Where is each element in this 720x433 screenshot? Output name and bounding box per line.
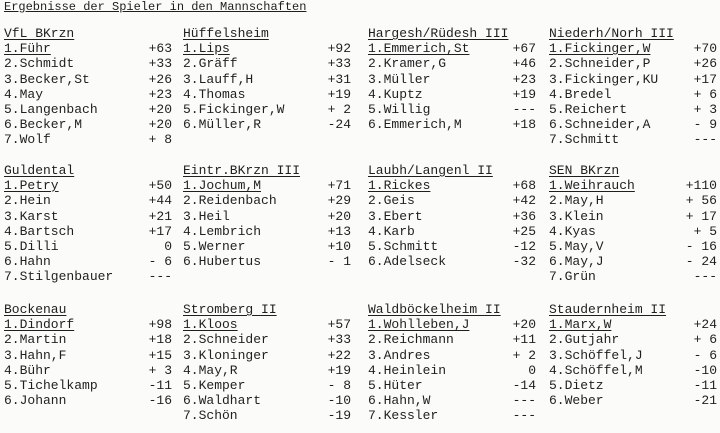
team-block	[549, 163, 720, 285]
player-name: 4.Bredel	[549, 86, 612, 102]
player-row	[368, 193, 546, 208]
player-row	[4, 102, 182, 117]
player-row	[4, 209, 182, 224]
player-row	[183, 87, 361, 102]
player-score: -10	[327, 393, 351, 409]
player-score: +33	[148, 56, 172, 72]
player-name: 2.Reidenbach	[183, 193, 277, 209]
player-score: -16	[148, 393, 172, 409]
player-score: - 1	[327, 254, 351, 270]
player-name: 2.Schneider,P	[549, 56, 651, 72]
player-name: 7.Grün	[549, 269, 596, 285]
player-score: +57	[327, 317, 351, 333]
player-name: 4.May	[4, 86, 44, 102]
player-row	[368, 332, 546, 347]
player-row	[549, 224, 720, 239]
player-name: 4.May,R	[183, 362, 238, 378]
player-score: +15	[148, 347, 172, 363]
player-row	[368, 378, 546, 393]
page-title: Ergebnisse der Spieler in den Mannschaften	[4, 0, 307, 14]
player-row	[183, 317, 361, 332]
player-row	[183, 193, 361, 208]
player-name: 7.Wolf	[4, 132, 51, 148]
player-row	[368, 254, 546, 269]
player-score: +26	[148, 71, 172, 87]
player-score: +18	[148, 332, 172, 348]
player-name: 5.Werner	[183, 238, 246, 254]
player-row	[4, 41, 182, 56]
player-score: - 8	[327, 377, 351, 393]
player-name: 7.Schön	[183, 408, 238, 424]
player-score: + 6	[693, 86, 717, 102]
player-name: 1.Kloos	[183, 317, 238, 333]
player-row	[549, 117, 720, 132]
player-score: 0	[164, 238, 172, 254]
player-row	[368, 102, 546, 117]
player-name: 6.Adelseck	[368, 254, 447, 270]
player-score: -24	[327, 117, 351, 133]
player-score: - 16	[685, 238, 717, 254]
team-block	[549, 26, 720, 148]
player-name: 6.Schneider,A	[549, 117, 651, 133]
player-row	[183, 348, 361, 363]
player-name: 3.Ebert	[368, 208, 423, 224]
player-name: 2.Geis	[368, 193, 415, 209]
team-name: Waldböckelheim II	[368, 302, 501, 317]
player-name: 2.Gräff	[183, 56, 238, 72]
player-row	[183, 332, 361, 347]
player-row	[4, 254, 182, 269]
player-row	[368, 56, 546, 71]
player-name: 5.Reichert	[549, 101, 628, 117]
team-block	[368, 163, 546, 269]
player-row	[183, 393, 361, 408]
player-score: +17	[148, 223, 172, 239]
player-score: +31	[327, 71, 351, 87]
player-score: +20	[327, 208, 351, 224]
player-name: 1.Marx,W	[549, 317, 612, 333]
player-score: ---	[148, 269, 172, 285]
player-name: 3.Fickinger,KU	[549, 71, 659, 87]
player-row	[4, 72, 182, 87]
player-row	[4, 393, 182, 408]
player-row	[4, 363, 182, 378]
player-score: -19	[327, 408, 351, 424]
player-name: 1.Jochum,M	[183, 178, 262, 194]
player-name: 7.Kessler	[368, 408, 439, 424]
team-name: Hüffelsheim	[183, 26, 269, 41]
team-block	[183, 163, 361, 269]
player-row	[549, 317, 720, 332]
player-name: 2.Schneider	[183, 332, 269, 348]
player-score: ---	[693, 132, 717, 148]
player-score: +50	[148, 178, 172, 194]
player-score: +20	[148, 117, 172, 133]
team-block	[549, 302, 720, 408]
player-row	[4, 224, 182, 239]
player-name: 1.Weihrauch	[549, 178, 635, 194]
player-row	[549, 254, 720, 269]
player-score: +24	[693, 317, 717, 333]
player-score: -14	[512, 377, 536, 393]
team-name: SEN BKrzn	[549, 163, 620, 178]
player-name: 4.Kyas	[549, 223, 596, 239]
player-name: 4.Kuptz	[368, 86, 423, 102]
player-score: +10	[327, 238, 351, 254]
player-score: - 24	[685, 254, 717, 270]
player-score: +18	[512, 117, 536, 133]
player-name: 1.Lips	[183, 41, 230, 57]
player-row	[4, 117, 182, 132]
player-score: +19	[327, 86, 351, 102]
player-score: +23	[512, 71, 536, 87]
player-score: +42	[512, 193, 536, 209]
player-score: +17	[693, 71, 717, 87]
team-block	[183, 302, 361, 424]
team-name: VfL BKrzn	[4, 26, 75, 41]
team-name: Guldental	[4, 163, 75, 178]
player-row	[368, 224, 546, 239]
team-name: Niederh/Norh III	[549, 26, 674, 41]
player-row	[4, 87, 182, 102]
player-score: - 6	[693, 347, 717, 363]
team-block	[4, 302, 182, 408]
player-score: +36	[512, 208, 536, 224]
player-score: -12	[512, 238, 536, 254]
player-name: 5.Hüter	[368, 377, 423, 393]
player-name: 6.May,J	[549, 254, 604, 270]
player-score: + 56	[685, 193, 717, 209]
team-name: Eintr.BKrzn III	[183, 163, 301, 178]
player-score: +20	[512, 317, 536, 333]
player-name: 7.Stilgenbauer	[4, 269, 114, 285]
player-score: ---	[512, 101, 536, 117]
player-row	[368, 72, 546, 87]
player-score: +67	[512, 41, 536, 57]
player-name: 1.Wohlleben,J	[368, 317, 470, 333]
player-row	[183, 72, 361, 87]
player-name: 3.Müller	[368, 71, 431, 87]
player-row	[549, 239, 720, 254]
player-name: 5.Dietz	[549, 377, 604, 393]
player-name: 4.Bartsch	[4, 223, 75, 239]
player-name: 3.Hahn,F	[4, 347, 67, 363]
player-score: + 5	[693, 223, 717, 239]
player-score: -32	[512, 254, 536, 270]
team-block	[183, 26, 361, 132]
player-name: 5.Kemper	[183, 377, 246, 393]
player-row	[368, 408, 546, 423]
player-row	[4, 193, 182, 208]
player-row	[549, 41, 720, 56]
player-score: +13	[327, 223, 351, 239]
player-score: - 6	[148, 254, 172, 270]
player-score: +22	[327, 347, 351, 363]
player-name: 3.Becker,St	[4, 71, 90, 87]
player-name: 3.Klein	[549, 208, 604, 224]
player-score: +68	[512, 178, 536, 194]
player-row	[549, 348, 720, 363]
player-row	[183, 102, 361, 117]
player-row	[549, 102, 720, 117]
player-name: 1.Fickinger,W	[549, 41, 651, 57]
team-name: Hargesh/Rüdesh III	[368, 26, 509, 41]
player-row	[183, 408, 361, 423]
player-row	[4, 378, 182, 393]
player-score: -11	[148, 377, 172, 393]
player-name: 2.Gutjahr	[549, 332, 620, 348]
player-row	[549, 378, 720, 393]
player-row	[183, 178, 361, 193]
player-name: 1.Emmerich,St	[368, 41, 470, 57]
player-score: + 17	[685, 208, 717, 224]
player-row	[368, 87, 546, 102]
player-score: + 3	[148, 362, 172, 378]
player-row	[4, 56, 182, 71]
player-score: ---	[512, 393, 536, 409]
player-row	[549, 72, 720, 87]
player-row	[183, 224, 361, 239]
player-score: +33	[327, 332, 351, 348]
player-row	[183, 363, 361, 378]
player-score: +29	[327, 193, 351, 209]
player-score: +21	[148, 208, 172, 224]
player-name: 6.Hahn	[4, 254, 51, 270]
player-name: 1.Führ	[4, 41, 51, 57]
player-name: 4.Schöffel,M	[549, 362, 643, 378]
player-name: 6.Waldhart	[183, 393, 262, 409]
player-score: -21	[693, 393, 717, 409]
player-score: +46	[512, 56, 536, 72]
player-row	[183, 378, 361, 393]
player-row	[549, 269, 720, 284]
player-name: 4.Bühr	[4, 362, 51, 378]
player-row	[549, 363, 720, 378]
player-name: 3.Heil	[183, 208, 230, 224]
player-name: 2.Kramer,G	[368, 56, 447, 72]
player-score: +98	[148, 317, 172, 333]
player-name: 4.Thomas	[183, 86, 246, 102]
player-row	[183, 254, 361, 269]
player-score: +44	[148, 193, 172, 209]
player-name: 3.Schöffel,J	[549, 347, 643, 363]
player-row	[368, 117, 546, 132]
player-score: + 6	[693, 332, 717, 348]
player-name: 3.Karst	[4, 208, 59, 224]
player-score: -11	[693, 377, 717, 393]
team-name: Laubh/Langenl II	[368, 163, 493, 178]
player-name: 2.May,H	[549, 193, 604, 209]
player-name: 6.Johann	[4, 393, 67, 409]
player-name: 1.Petry	[4, 178, 59, 194]
player-row	[4, 178, 182, 193]
player-name: 5.Tichelkamp	[4, 377, 98, 393]
player-row	[368, 239, 546, 254]
player-name: 5.Dilli	[4, 238, 59, 254]
team-block	[368, 26, 546, 132]
player-row	[4, 332, 182, 347]
player-row	[368, 363, 546, 378]
player-name: 6.Emmerich,M	[368, 117, 462, 133]
player-row	[549, 178, 720, 193]
player-row	[4, 348, 182, 363]
player-score: +25	[512, 223, 536, 239]
player-row	[549, 193, 720, 208]
player-name: 2.Schmidt	[4, 56, 75, 72]
player-score: +11	[512, 332, 536, 348]
player-row	[549, 393, 720, 408]
player-name: 6.Weber	[549, 393, 604, 409]
player-row	[4, 317, 182, 332]
team-name: Stromberg II	[183, 302, 277, 317]
player-row	[4, 132, 182, 147]
player-score: +20	[148, 101, 172, 117]
player-score: +71	[327, 178, 351, 194]
player-score: -10	[693, 362, 717, 378]
player-score: ---	[693, 269, 717, 285]
player-name: 2.Martin	[4, 332, 67, 348]
player-name: 4.Lembrich	[183, 223, 262, 239]
player-score: +23	[148, 86, 172, 102]
player-score: +33	[327, 56, 351, 72]
player-score: + 3	[693, 101, 717, 117]
player-row	[368, 348, 546, 363]
player-name: 5.Willig	[368, 101, 431, 117]
team-name: Bockenau	[4, 302, 67, 317]
player-row	[368, 209, 546, 224]
player-score: +92	[327, 41, 351, 57]
player-row	[4, 239, 182, 254]
player-name: 4.Heinlein	[368, 362, 447, 378]
player-name: 6.Becker,M	[4, 117, 83, 133]
player-row	[183, 239, 361, 254]
player-row	[368, 393, 546, 408]
player-score: +70	[693, 41, 717, 57]
player-name: 6.Hubertus	[183, 254, 262, 270]
player-score: - 9	[693, 117, 717, 133]
player-name: 3.Andres	[368, 347, 431, 363]
player-score: ---	[512, 408, 536, 424]
player-score: +110	[685, 178, 717, 194]
player-name: 5.Schmitt	[368, 238, 439, 254]
player-score: + 8	[148, 132, 172, 148]
player-score: +19	[327, 362, 351, 378]
player-row	[183, 56, 361, 71]
player-row	[368, 317, 546, 332]
player-row	[4, 269, 182, 284]
player-row	[183, 41, 361, 56]
player-row	[549, 56, 720, 71]
team-block	[4, 26, 182, 148]
player-row	[368, 41, 546, 56]
team-block	[4, 163, 182, 285]
player-name: 3.Kloninger	[183, 347, 269, 363]
player-row	[549, 87, 720, 102]
player-name: 2.Hein	[4, 193, 51, 209]
player-score: + 2	[327, 101, 351, 117]
player-name: 1.Rickes	[368, 178, 431, 194]
team-block	[368, 302, 546, 424]
team-name: Staudernheim II	[549, 302, 667, 317]
player-name: 3.Lauff,H	[183, 71, 254, 87]
player-name: 6.Hahn,W	[368, 393, 431, 409]
player-score: +26	[693, 56, 717, 72]
player-name: 7.Schmitt	[549, 132, 620, 148]
player-row	[183, 117, 361, 132]
player-score: + 2	[512, 347, 536, 363]
player-score: 0	[528, 362, 536, 378]
player-name: 5.Langenbach	[4, 101, 98, 117]
player-row	[183, 209, 361, 224]
player-name: 5.Fickinger,W	[183, 101, 285, 117]
player-score: +63	[148, 41, 172, 57]
player-name: 5.May,V	[549, 238, 604, 254]
player-row	[549, 132, 720, 147]
player-row	[549, 209, 720, 224]
player-name: 2.Reichmann	[368, 332, 454, 348]
player-name: 6.Müller,R	[183, 117, 262, 133]
player-row	[368, 178, 546, 193]
player-score: +19	[512, 86, 536, 102]
player-name: 1.Dindorf	[4, 317, 75, 333]
player-row	[549, 332, 720, 347]
player-name: 4.Karb	[368, 223, 415, 239]
